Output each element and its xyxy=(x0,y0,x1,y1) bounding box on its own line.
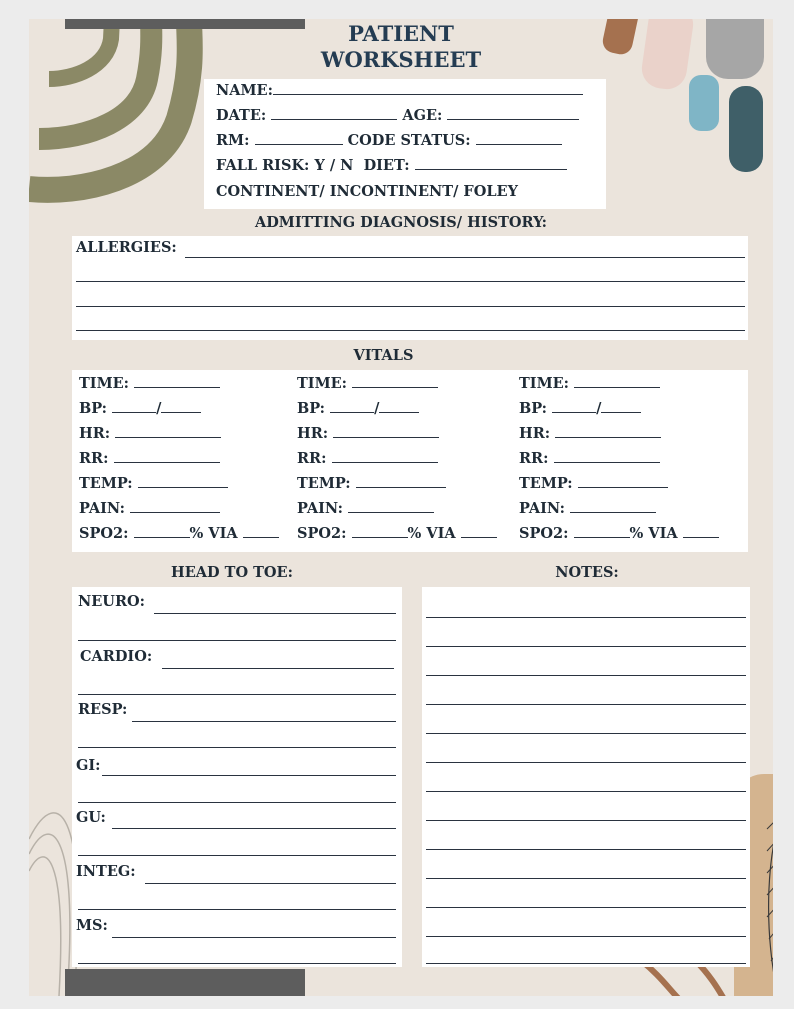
allergies-label: ALLERGIES: xyxy=(76,239,177,256)
gu-label: GU: xyxy=(76,809,106,826)
fall-risk-label: FALL RISK: Y / N xyxy=(216,157,354,174)
worksheet-page xyxy=(29,19,773,996)
bp-sys-field-1[interactable] xyxy=(112,400,156,413)
integ-line-1[interactable] xyxy=(145,883,396,884)
rr-label-3: RR: xyxy=(519,450,549,467)
code-status-label: CODE STATUS: xyxy=(347,132,471,149)
resp-line-1[interactable] xyxy=(132,721,396,722)
leaf-lines-decoration xyxy=(759,799,773,996)
continence-options[interactable]: CONTINENT/ INCONTINENT/ FOLEY xyxy=(216,183,518,200)
notes-line-3[interactable] xyxy=(426,675,746,676)
patient-info-box xyxy=(204,79,606,209)
spo2-label-2: SPO2: xyxy=(297,525,347,542)
notes-line-8[interactable] xyxy=(426,820,746,821)
bp-sys-field-2[interactable] xyxy=(330,400,374,413)
history-line-2[interactable] xyxy=(76,306,745,307)
resp-line-2[interactable] xyxy=(78,747,396,748)
admitting-heading: ADMITTING DIAGNOSIS/ HISTORY: xyxy=(254,214,548,231)
notes-line-4[interactable] xyxy=(426,704,746,705)
time-label-2: TIME: xyxy=(297,375,348,392)
vitals-heading: VITALS xyxy=(353,347,414,364)
ms-label: MS: xyxy=(76,917,108,934)
head-to-toe-box xyxy=(72,587,402,967)
time-label-3: TIME: xyxy=(519,375,570,392)
spo2-via-label-3: % VIA xyxy=(629,525,678,542)
cardio-line-2[interactable] xyxy=(78,694,396,695)
time-field-1[interactable] xyxy=(134,375,220,388)
gi-label: GI: xyxy=(76,757,101,774)
neuro-line-1[interactable] xyxy=(154,613,396,614)
rr-field-1[interactable] xyxy=(114,450,220,463)
page-title-line1: PATIENT xyxy=(348,21,454,46)
notes-line-2[interactable] xyxy=(426,646,746,647)
spo2-field-1[interactable] xyxy=(134,525,190,538)
bp-dia-field-2[interactable] xyxy=(379,400,419,413)
light-blue-shape-decoration xyxy=(689,75,719,131)
spo2-via-field-1[interactable] xyxy=(243,525,279,538)
cardio-label: CARDIO: xyxy=(80,648,153,665)
time-label-1: TIME: xyxy=(79,375,130,392)
age-label: AGE: xyxy=(402,107,443,124)
bp-label-1: BP: xyxy=(79,400,107,417)
pain-field-3[interactable] xyxy=(570,500,656,513)
pain-label-3: PAIN: xyxy=(519,500,565,517)
page-title-line2: WORKSHEET xyxy=(320,47,482,72)
head-to-toe-heading: HEAD TO TOE: xyxy=(171,564,293,581)
age-field[interactable] xyxy=(447,107,579,120)
temp-field-3[interactable] xyxy=(578,475,668,488)
spo2-label-1: SPO2: xyxy=(79,525,129,542)
hr-field-2[interactable] xyxy=(333,425,439,438)
time-field-2[interactable] xyxy=(352,375,438,388)
bp-label-3: BP: xyxy=(519,400,547,417)
notes-line-12[interactable] xyxy=(426,936,746,937)
name-field[interactable] xyxy=(273,82,583,95)
temp-field-2[interactable] xyxy=(356,475,446,488)
cardio-line-1[interactable] xyxy=(162,668,394,669)
allergies-line[interactable] xyxy=(185,257,745,258)
spo2-field-3[interactable] xyxy=(574,525,630,538)
rr-label-2: RR: xyxy=(297,450,327,467)
spo2-via-field-3[interactable] xyxy=(683,525,719,538)
history-line-3[interactable] xyxy=(76,330,745,331)
spo2-via-field-2[interactable] xyxy=(461,525,497,538)
gu-line-1[interactable] xyxy=(112,828,396,829)
rr-field-2[interactable] xyxy=(332,450,438,463)
temp-label-1: TEMP: xyxy=(79,475,133,492)
gi-line-2[interactable] xyxy=(78,802,396,803)
code-status-field[interactable] xyxy=(476,132,562,145)
bp-label-2: BP: xyxy=(297,400,325,417)
spo2-via-label-1: % VIA xyxy=(189,525,238,542)
date-field[interactable] xyxy=(271,107,397,120)
rr-label-1: RR: xyxy=(79,450,109,467)
notes-box xyxy=(422,587,750,967)
notes-line-1[interactable] xyxy=(426,617,746,618)
integ-label: INTEG: xyxy=(76,863,136,880)
time-field-3[interactable] xyxy=(574,375,660,388)
hr-label-1: HR: xyxy=(79,425,111,442)
notes-line-5[interactable] xyxy=(426,733,746,734)
hr-field-1[interactable] xyxy=(115,425,221,438)
history-line-1[interactable] xyxy=(76,281,745,282)
diet-label: DIET: xyxy=(363,157,410,174)
name-label: NAME: xyxy=(216,82,273,99)
notes-line-10[interactable] xyxy=(426,878,746,879)
bp-sep-3: / xyxy=(596,400,602,417)
bp-sep-2: / xyxy=(374,400,380,417)
rr-field-3[interactable] xyxy=(554,450,660,463)
notes-line-7[interactable] xyxy=(426,791,746,792)
bp-sep-1: / xyxy=(156,400,162,417)
vitals-box xyxy=(72,370,748,552)
rm-label: RM: xyxy=(216,132,250,149)
notes-line-13[interactable] xyxy=(426,963,746,964)
bp-dia-field-3[interactable] xyxy=(601,400,641,413)
temp-field-1[interactable] xyxy=(138,475,228,488)
hr-field-3[interactable] xyxy=(555,425,661,438)
gu-line-2[interactable] xyxy=(78,855,396,856)
gi-line-1[interactable] xyxy=(102,775,396,776)
pain-field-2[interactable] xyxy=(348,500,434,513)
bp-sys-field-3[interactable] xyxy=(552,400,596,413)
resp-label: RESP: xyxy=(78,701,128,718)
neuro-line-2[interactable] xyxy=(78,640,396,641)
spo2-via-label-2: % VIA xyxy=(407,525,456,542)
diet-field[interactable] xyxy=(415,157,567,170)
notes-heading: NOTES: xyxy=(555,564,619,581)
pain-field-1[interactable] xyxy=(130,500,220,513)
teal-shape-decoration xyxy=(729,86,763,172)
admitting-box xyxy=(72,236,748,340)
pain-label-1: PAIN: xyxy=(79,500,125,517)
temp-label-3: TEMP: xyxy=(519,475,573,492)
temp-label-2: TEMP: xyxy=(297,475,351,492)
bp-dia-field-1[interactable] xyxy=(161,400,201,413)
spo2-label-3: SPO2: xyxy=(519,525,569,542)
notes-line-6[interactable] xyxy=(426,762,746,763)
spo2-field-2[interactable] xyxy=(352,525,408,538)
neuro-label: NEURO: xyxy=(78,593,145,610)
hr-label-3: HR: xyxy=(519,425,551,442)
pain-label-2: PAIN: xyxy=(297,500,343,517)
rm-field[interactable] xyxy=(255,132,343,145)
ms-line-2[interactable] xyxy=(78,963,396,964)
gray-bar-bottom-decoration xyxy=(65,969,305,996)
ms-line-1[interactable] xyxy=(112,937,396,938)
date-label: DATE: xyxy=(216,107,267,124)
notes-line-9[interactable] xyxy=(426,849,746,850)
integ-line-2[interactable] xyxy=(78,909,396,910)
notes-line-11[interactable] xyxy=(426,907,746,908)
hr-label-2: HR: xyxy=(297,425,329,442)
